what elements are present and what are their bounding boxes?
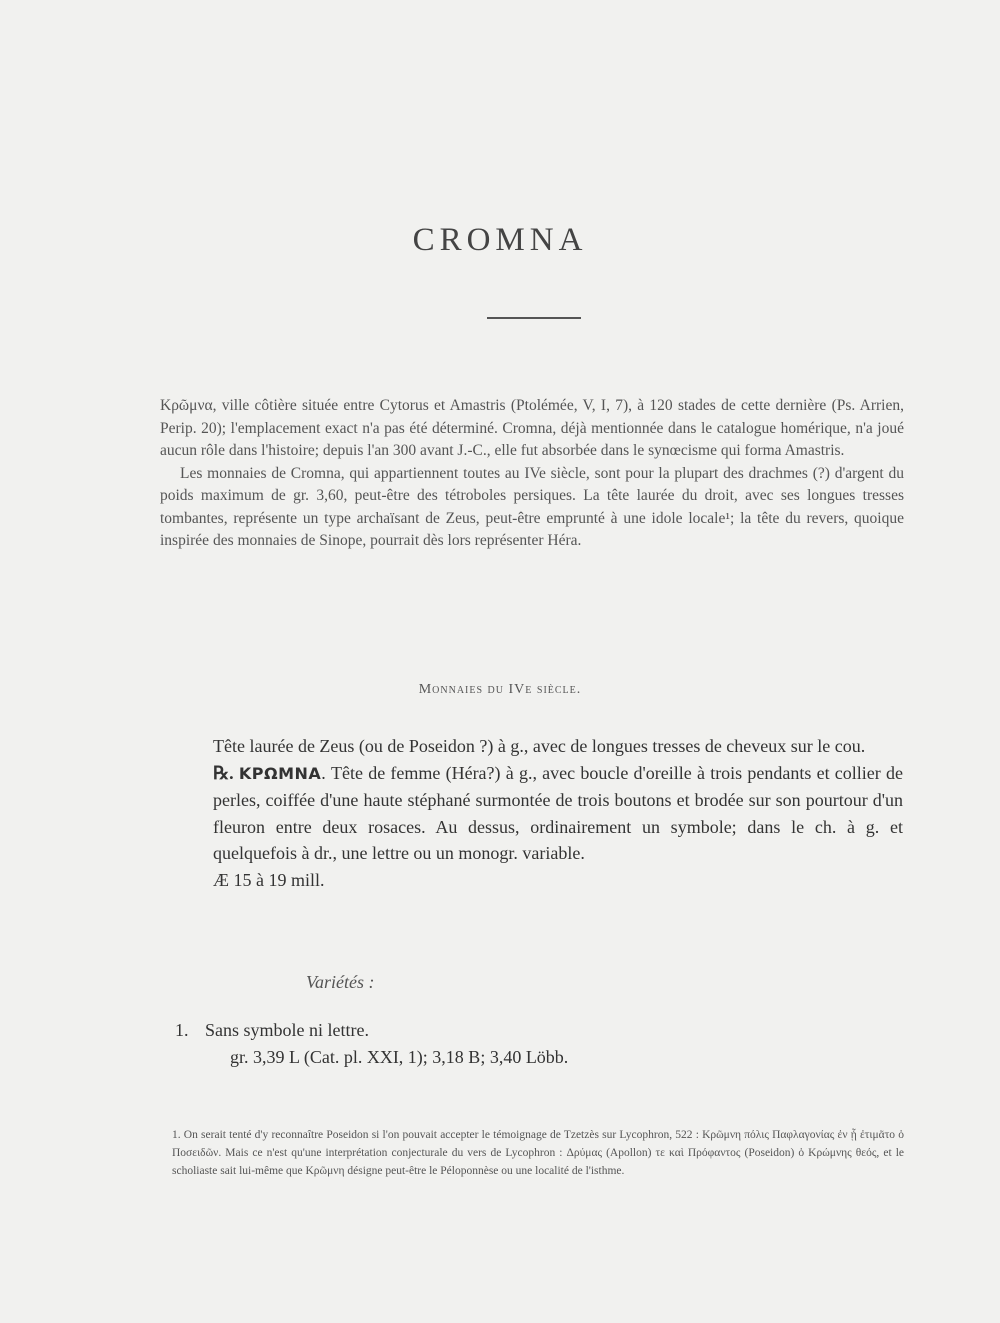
page-title: CROMNA	[412, 222, 588, 258]
variety-number: 1.	[175, 1020, 189, 1040]
variety-weights: gr. 3,39 L (Cat. pl. XXI, 1); 3,18 B; 3,40 Löbb.	[230, 1047, 569, 1067]
title-divider	[487, 317, 581, 319]
obverse-description: Tête laurée de Zeus (ou de Poseidon ?) à g., avec de longues tresses de cheveux sur le cou.	[213, 736, 866, 756]
section-heading: Monnaies du IVe siècle.	[418, 682, 582, 697]
footnote-text: 1. On serait tenté d'y reconnaître Poseidon si l'on pouvait accepter le témoignage de Tzetzès sur Lycophron, 522 : Κρῶμνη πόλις Παφλαγονίας ἐν ᾗ ἐτιμᾶτο ὁ Ποσειδῶν. Mais ce n'est qu'une interprétation conjecturale du vers de Lycophron : Δρύμας (Apollon) τε καὶ Πρόφαντος (Poseidon) ὁ Κρώμνης θεός, et le scholiaste sait lui-même que Κρῶμνη désigne peut-être le Péloponnèse ou une localité de l'isthme.	[172, 1129, 904, 1177]
coin-entry	[213, 733, 903, 893]
reverse-symbol: ℞.	[213, 762, 234, 783]
metal-size: Æ 15 à 19 mill.	[213, 869, 325, 890]
reverse-text: . Tête de femme (Héra?) à g., avec boucle d'oreille à trois pendants et collier de perles, coiffée d'une haute stéphané surmontée de trois boutons et brodée sur son pourtour d'un fleuron entre deux rosaces. Au dessus, ordinairement un symbole; dans le ch. à g. et quelquefois à dr., une lettre ou un monogr. variable.	[213, 762, 903, 863]
variety-description: Sans symbole ni lettre.	[205, 1020, 369, 1040]
varietes-label: Variétés :	[306, 972, 375, 992]
variety-item	[175, 1017, 905, 1071]
intro-paragraph-2: Les monnaies de Cromna, qui appartiennent toutes au IVe siècle, sont pour la plupart des drachmes (?) d'argent du poids maximum de gr. 3,60, peut-être des tétroboles persiques. La tête laurée du droit, avec ses longues tresses tombantes, représente un type archaïsant de Zeus, peut-être emprunté à une idole locale¹; la tête du revers, quoique inspirée des monnaies de Sinope, pourrait dès lors représenter Héra.	[160, 464, 904, 549]
intro-section	[160, 395, 904, 553]
footnote	[172, 1126, 904, 1180]
intro-paragraph-1: Κρῶμνα, ville côtière située entre Cytorus et Amastris (Ptolémée, V, I, 7), à 120 stades de cette dernière (Ps. Arrien, Perip. 20); l'emplacement exact n'a pas été déterminé. Cromna, déjà mentionnée dans le catalogue homérique, n'a joué aucun rôle dans l'histoire; depuis l'an 300 avant J.-C., elle fut absorbée dans le synœcisme qui forma Amastris.	[160, 397, 904, 459]
reverse-description	[213, 760, 903, 867]
reverse-legend: ΚΡΩΜΝΑ	[238, 763, 322, 783]
